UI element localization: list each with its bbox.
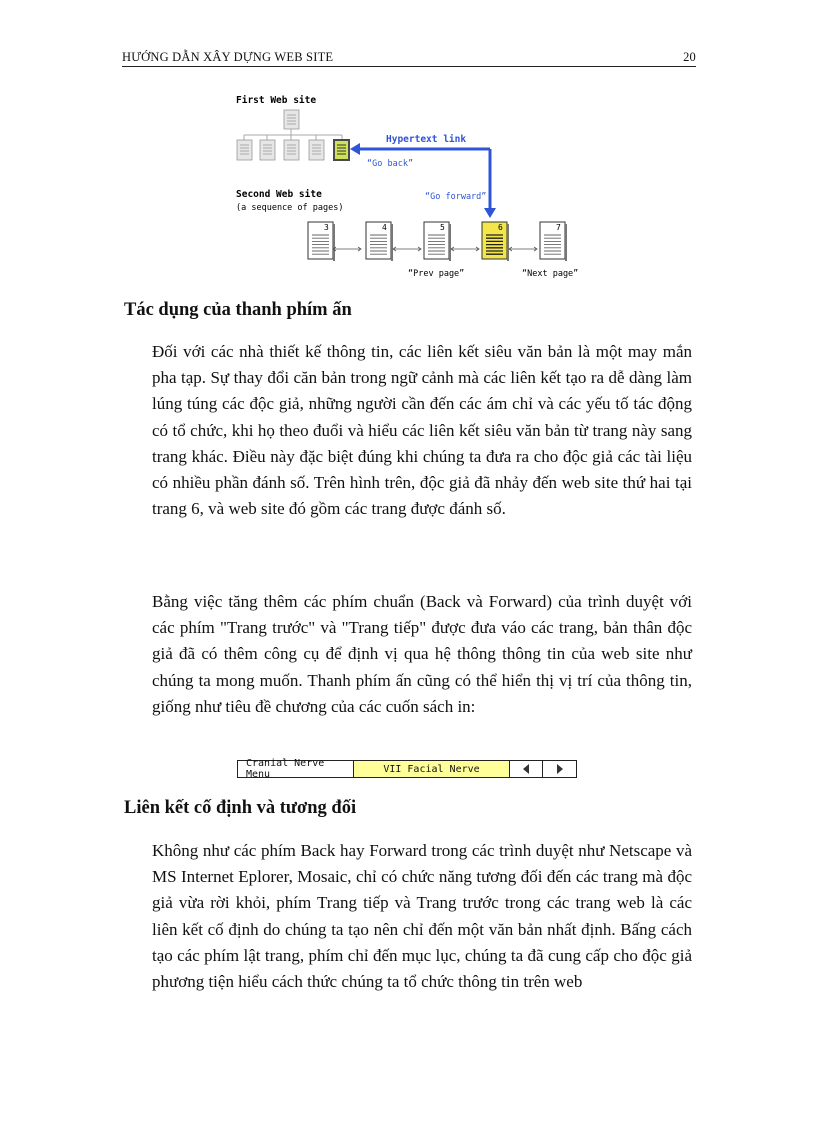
paragraph: Bằng việc tăng thêm các phím chuẩn (Back và Forward) của trình duyệt với các phím "Trang trước" và "Trang tiếp" được đưa váo các trang, bản thân độc giả đã có thêm công cụ để định vị qua hệ thông thông tin của web site như chúng ta mong muốn. Thanh phím ấn cũng có thể hiển thị vị trí của thông tin, giống như tiêu đề chương của các cuốn sách in: xyxy=(152,592,692,716)
section-heading-links: Liên kết cố định và tương đối xyxy=(124,798,357,818)
first-site-page-icon xyxy=(309,140,324,160)
page-number-label: 6 xyxy=(498,223,503,232)
hypertext-link-label: Hypertext link xyxy=(386,134,467,145)
paragraph: Không như các phím Back hay Forward trong các trình duyệt như Netscape và MS Internet Eplorer, Mosaic, chỉ có chức năng tương đối đến các trang mà độc giả vừa rời khỏi, phím Trang tiếp và Trang trước trong các trang web là các liên kết cố định do chúng ta tạo nên chỉ đến một văn bản nhất định. Bấng cách tạo các phím lật trang, phím chỉ đến mục lục, chúng ta đã cung cấp cho độc giả phương tiện hiểu cách thức chúng ta tổ chức thông tin trên web xyxy=(152,841,692,992)
first-site-label: First Web site xyxy=(236,95,317,106)
second-site-sublabel: (a sequence of pages) xyxy=(236,203,344,213)
section-heading-button-bar: Tác dụng của thanh phím ấn xyxy=(124,300,352,320)
page-header xyxy=(122,50,696,67)
page-number-label: 7 xyxy=(556,223,561,232)
example-navigation-bar xyxy=(237,760,577,778)
nav-prev-button[interactable] xyxy=(510,761,543,777)
go-back-label: “Go back” xyxy=(367,159,414,169)
page-icon xyxy=(308,222,335,261)
first-site-page-icon xyxy=(237,140,252,160)
nav-menu-button[interactable]: Cranial Nerve Menu xyxy=(238,761,354,777)
page-icon xyxy=(424,222,451,261)
running-title: HƯỚNG DẪN XÂY DỰNG WEB SITE xyxy=(122,50,334,64)
root-page-icon xyxy=(284,110,299,129)
go-forward-arrow xyxy=(484,149,496,218)
paragraph: Đối với các nhà thiết kế thông tin, các liên kết siêu văn bản là một may mắn pha tạp. Sự thay đổi căn bản trong ngữ cảnh mà các liên kết tạo ra dễ dàng làm lúng túng các độc giả, những người cần đến các ám chỉ và các yếu tố tác động có tổ chức, khi họ theo đuổi và hiểu các liên kết siêu văn bản từ trang này sang trang khác. Điều này đặc biệt đúng khi chúng ta đưa ra cho độc giả các tài liệu có nhiều phần đánh số. Trên hình trên, độc giả đã nhảy đến web site thứ hai tại trang 6, và web site đó gồm các trang được đánh số. xyxy=(152,342,692,519)
page-number-label: 4 xyxy=(382,223,387,232)
current-page-icon xyxy=(482,222,509,261)
tree-connectors xyxy=(244,129,342,140)
first-site-current-page-icon xyxy=(333,139,350,161)
hypertext-diagram xyxy=(232,92,592,284)
page-number-label: 5 xyxy=(440,223,445,232)
second-site-label: Second Web site xyxy=(236,189,322,200)
page-icon xyxy=(366,222,393,261)
page-number: 20 xyxy=(683,50,696,64)
arrow-left-icon xyxy=(523,764,529,774)
page-sequence xyxy=(308,222,567,261)
first-site-page-icon xyxy=(284,140,299,160)
first-site-page-icon xyxy=(260,140,275,160)
page-icon xyxy=(540,222,567,261)
nav-next-button[interactable] xyxy=(543,761,576,777)
arrow-right-icon xyxy=(557,764,563,774)
nav-current-section: VII Facial Nerve xyxy=(354,761,510,777)
go-forward-label: “Go forward” xyxy=(425,192,487,202)
prev-page-label: “Prev page” xyxy=(408,269,465,279)
page-number-label: 3 xyxy=(324,223,329,232)
next-page-label: “Next page” xyxy=(522,269,579,279)
